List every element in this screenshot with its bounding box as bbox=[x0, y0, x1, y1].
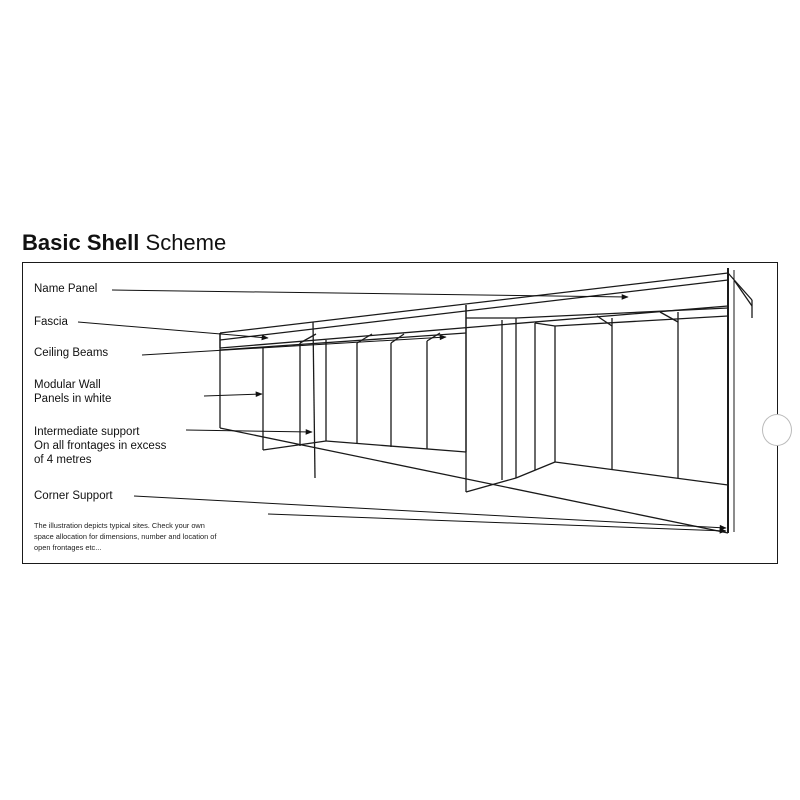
callout-intermediate-line2: On all frontages in excess bbox=[34, 440, 167, 452]
callout-name-panel: Name Panel bbox=[34, 283, 98, 295]
title-bold: Basic Shell bbox=[22, 230, 140, 255]
callout-intermediate-line1: Intermediate support bbox=[34, 426, 140, 438]
callout-fascia: Fascia bbox=[34, 316, 68, 328]
title-regular: Scheme bbox=[145, 230, 227, 255]
callout-modular-wall-line2: Panels in white bbox=[34, 393, 112, 405]
callout-ceiling-beams: Ceiling Beams bbox=[34, 347, 109, 359]
fascia-arrow bbox=[78, 322, 268, 338]
ceiling-beams-arrow bbox=[142, 337, 446, 355]
punch-hole bbox=[762, 414, 792, 446]
intermediate-support-arrow bbox=[186, 430, 312, 432]
callout-modular-wall bbox=[34, 378, 111, 406]
corner-support-arrow-2 bbox=[268, 514, 726, 531]
callout-arrows bbox=[78, 290, 726, 531]
callout-intermediate-support bbox=[34, 425, 166, 467]
disclaimer-line2: space allocation for dimensions, number and location of bbox=[34, 532, 217, 541]
disclaimer-line1: The illustration depicts typical sites. Check your own bbox=[34, 521, 205, 530]
modular-wall-arrow bbox=[204, 394, 262, 396]
disclaimer-line3: open frontages etc... bbox=[34, 543, 102, 552]
callout-corner-support: Corner Support bbox=[34, 490, 113, 502]
disclaimer bbox=[34, 520, 274, 553]
callout-modular-wall-line1: Modular Wall bbox=[34, 379, 101, 391]
callout-intermediate-line3: of 4 metres bbox=[34, 454, 92, 466]
stand-structure bbox=[220, 268, 752, 533]
